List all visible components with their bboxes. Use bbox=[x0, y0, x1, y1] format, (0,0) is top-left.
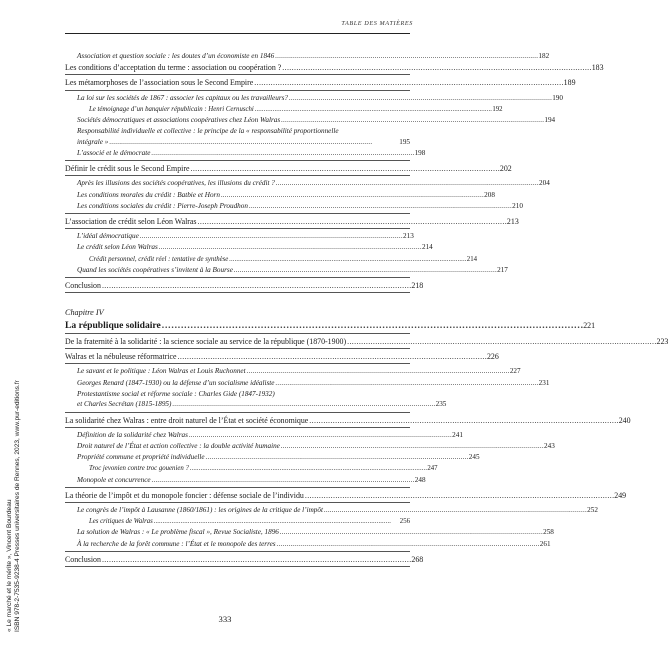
toc-entry-page: 245 bbox=[468, 453, 480, 462]
toc-entry bbox=[65, 430, 463, 441]
toc-entry-title: La théorie de l’impôt et du monopole foncier : défense sociale de l’individu bbox=[65, 490, 304, 500]
toc-entry bbox=[65, 463, 438, 474]
toc-entry bbox=[65, 190, 495, 201]
dot-leader bbox=[101, 554, 410, 565]
toc-entry bbox=[65, 201, 523, 212]
toc-entry bbox=[65, 62, 604, 73]
toc-entry bbox=[65, 475, 426, 486]
separator-rule bbox=[65, 160, 410, 161]
toc-entry-title: Troc jevonien contre troc gouenien ? bbox=[89, 465, 189, 473]
separator-rule bbox=[65, 213, 410, 214]
toc-entry bbox=[65, 242, 433, 253]
toc-entry-title: Propriété commune et propriété individuelle bbox=[77, 453, 205, 462]
toc-entry-title: L’idéal démocratique bbox=[77, 232, 139, 241]
toc-entry-title: De la fraternité à la solidarité : la science sociale au service de la république (1870-1900) bbox=[65, 337, 347, 346]
toc-entry bbox=[65, 366, 521, 377]
toc-entry-page: 195 bbox=[399, 137, 410, 146]
toc-entry-title: Les conditions sociales du crédit : Pierre-Joseph Proudhon bbox=[77, 201, 248, 210]
dot-leader bbox=[220, 190, 483, 201]
toc-entry-title: La loi sur les sociétés de 1867 : associer les capitaux ou les travailleurs? bbox=[77, 93, 289, 102]
dot-leader bbox=[279, 527, 542, 538]
toc-entry-page: 258 bbox=[543, 528, 554, 537]
dot-leader bbox=[101, 280, 410, 291]
separator-rule bbox=[65, 487, 410, 488]
separator-rule bbox=[65, 90, 410, 91]
dot-leader bbox=[280, 115, 543, 126]
toc-entry-page: 217 bbox=[497, 265, 508, 274]
running-head: TABLE DES MATIÈRES bbox=[341, 20, 413, 27]
dot-leader bbox=[246, 366, 509, 377]
dot-leader bbox=[189, 163, 498, 174]
toc-entry-title: Quand les sociétés coopératives s’invitent à la Bourse bbox=[77, 265, 233, 274]
toc-entry-title: Crédit personnel, crédit réel : tentative de synthèse bbox=[89, 255, 229, 263]
chapter-page: 221 bbox=[583, 321, 596, 330]
dot-leader bbox=[158, 242, 421, 253]
toc-entry-page: 261 bbox=[539, 539, 551, 548]
toc-entry-page: 210 bbox=[512, 201, 523, 210]
toc-entry bbox=[65, 415, 631, 426]
toc-entry bbox=[65, 527, 554, 538]
toc-top-section bbox=[65, 51, 604, 295]
separator-rule bbox=[65, 175, 410, 176]
toc-entry bbox=[65, 254, 477, 265]
toc-entry bbox=[65, 554, 424, 565]
toc-entry-page: 223 bbox=[656, 337, 668, 346]
toc-entry bbox=[65, 441, 555, 452]
toc-entry bbox=[65, 280, 424, 291]
toc-entry-title: L’associé et le démocrate bbox=[77, 148, 151, 157]
dot-leader bbox=[274, 51, 537, 62]
toc-entry-page: 249 bbox=[614, 490, 627, 500]
dot-leader bbox=[153, 516, 399, 527]
separator-rule bbox=[65, 427, 410, 428]
toc-bottom-section bbox=[65, 307, 668, 569]
dot-leader bbox=[161, 319, 582, 332]
toc-entry-title: Walras et la nébuleuse réformatrice bbox=[65, 352, 177, 362]
toc-entry-page: 252 bbox=[587, 505, 598, 514]
toc-entry bbox=[65, 104, 503, 115]
header-rule bbox=[65, 33, 410, 34]
separator-rule bbox=[65, 551, 410, 552]
toc-entry-page: 227 bbox=[509, 367, 521, 376]
toc-entry-title: Les conditions morales du crédit : Batbie et Horn bbox=[77, 190, 220, 199]
toc-entry-page: 268 bbox=[411, 554, 424, 564]
toc-entry-page: 235 bbox=[435, 400, 447, 409]
chapter-title-entry bbox=[65, 319, 596, 332]
toc-entry-page: 204 bbox=[539, 179, 550, 188]
toc-entry bbox=[65, 351, 499, 362]
toc-entry-page: 192 bbox=[492, 105, 503, 113]
toc-entry bbox=[65, 539, 551, 550]
toc-entry-page: 183 bbox=[591, 63, 604, 73]
toc-entry bbox=[65, 51, 550, 62]
toc-entry-title: Le crédit selon Léon Walras bbox=[77, 243, 158, 252]
separator-rule bbox=[65, 74, 410, 75]
toc-entry-title: Le savant et le politique : Léon Walras et Louis Ruchonnet bbox=[77, 367, 246, 376]
toc-entry-title: et Charles Secrétan (1815-1895) bbox=[77, 400, 172, 409]
toc-entry-title: Le congrès de l’impôt à Lausanne (1860/1861) : les origines de la critique de l’impôt bbox=[77, 505, 323, 514]
dot-leader bbox=[274, 378, 537, 389]
toc-entry bbox=[65, 115, 556, 126]
dot-leader bbox=[228, 254, 466, 265]
toc-entry-page: 214 bbox=[466, 255, 477, 263]
toc-entry-page: 247 bbox=[427, 465, 438, 473]
separator-rule bbox=[65, 502, 410, 503]
toc-entry-title: Après les illusions des sociétés coopératives, les illusions du crédit ? bbox=[77, 179, 275, 188]
dot-leader bbox=[280, 441, 543, 452]
toc-entry-title: L’association de crédit selon Léon Walras bbox=[65, 216, 197, 226]
toc-entry-page: 214 bbox=[421, 243, 433, 252]
toc-entry-title: intégrale » bbox=[77, 137, 109, 146]
toc-entry bbox=[65, 505, 598, 516]
toc-entry-title: À la recherche de la forêt commune : l’État et le monopole des terres bbox=[77, 539, 276, 548]
toc-entry-title: Sociétés démocratiques et associations coopératives chez Léon Walras bbox=[77, 116, 281, 125]
dot-leader bbox=[151, 475, 414, 486]
toc-entry-title: Définition de la solidarité chez Walras bbox=[77, 430, 188, 439]
side-note-line2: ISBN 978-2-7535-9238-4 Presses universitaires de Rennes, 2023, www.pur-editions.fr bbox=[14, 380, 22, 632]
toc-entry-first-line: Protestantisme social et réforme sociale : Charles Gide (1847-1932) bbox=[77, 389, 275, 398]
toc-entry-title: Georges Renard (1847-1930) ou la défense d’un socialisme idéaliste bbox=[77, 378, 275, 387]
dot-leader bbox=[253, 77, 562, 88]
separator-rule bbox=[65, 566, 410, 567]
toc-entry-title: Les métamorphoses de l’association sous le Second Empire bbox=[65, 78, 254, 88]
toc-bottom-entries bbox=[65, 336, 668, 567]
chapter-title: La république solidaire bbox=[65, 320, 161, 331]
dot-leader bbox=[233, 265, 496, 276]
dot-leader bbox=[108, 137, 398, 148]
dot-leader bbox=[254, 104, 492, 115]
toc-entry-title: Les critiques de Walras bbox=[89, 518, 153, 526]
toc-entry-page: 218 bbox=[411, 280, 424, 290]
toc-entry-page: 208 bbox=[484, 190, 495, 199]
dot-leader bbox=[308, 415, 617, 426]
separator-rule bbox=[65, 412, 410, 413]
chapter-label: Chapitre IV bbox=[65, 308, 104, 317]
toc-entry-page: 231 bbox=[538, 378, 550, 387]
toc-entry-page: 182 bbox=[538, 52, 550, 60]
toc-entry bbox=[65, 93, 563, 104]
page-number: 333 bbox=[218, 614, 232, 624]
separator-rule bbox=[65, 333, 410, 334]
separator-rule bbox=[65, 363, 410, 364]
dot-leader bbox=[248, 201, 511, 212]
dot-leader bbox=[150, 148, 413, 159]
toc-entry-page: 202 bbox=[499, 164, 512, 174]
toc-entry-page: 226 bbox=[486, 352, 499, 362]
toc-entry bbox=[65, 137, 410, 148]
toc-entry-title: Définir le crédit sous le Second Empire bbox=[65, 164, 190, 174]
dot-leader bbox=[323, 505, 586, 516]
dot-leader bbox=[275, 178, 538, 189]
separator-rule bbox=[65, 348, 410, 349]
dot-leader bbox=[177, 351, 486, 362]
toc-entry bbox=[65, 231, 414, 242]
toc-entry-title: Droit naturel de l’État et action collective : la double activité humaine bbox=[77, 441, 280, 450]
toc-entry-page: 194 bbox=[544, 116, 556, 125]
toc-entry-page: 189 bbox=[563, 78, 576, 88]
toc-entry bbox=[65, 516, 410, 527]
side-note-line1: « Le marché et le mérite », Vincent Bourdeau bbox=[6, 499, 13, 632]
dot-leader bbox=[288, 93, 551, 104]
separator-rule bbox=[65, 292, 410, 293]
toc-entry bbox=[65, 452, 480, 463]
toc-entry-title: Conclusion bbox=[65, 280, 101, 290]
dot-leader bbox=[276, 539, 539, 550]
toc-entry bbox=[65, 216, 519, 227]
dot-leader bbox=[171, 399, 434, 410]
toc-entry-page: 198 bbox=[414, 148, 426, 157]
toc-entry-page: 213 bbox=[506, 216, 519, 226]
dot-leader bbox=[189, 463, 427, 474]
toc-entry-page: 241 bbox=[452, 430, 463, 439]
toc-entry-page: 243 bbox=[544, 441, 555, 450]
toc-entry-page: 256 bbox=[399, 518, 410, 526]
dot-leader bbox=[139, 231, 402, 242]
toc-entry bbox=[65, 148, 426, 159]
toc-entry-title: Association et question sociale : les doutes d’un économiste en 1846 bbox=[77, 52, 275, 60]
toc-entry-page: 190 bbox=[552, 93, 563, 102]
dot-leader bbox=[205, 452, 468, 463]
toc-entry bbox=[65, 163, 512, 174]
toc-entry-title: La solution de Walras : « Le problème fiscal », Revue Socialiste, 1896 bbox=[77, 528, 279, 537]
toc-entry bbox=[65, 178, 550, 189]
toc-entry-page: 240 bbox=[618, 415, 631, 425]
dot-leader bbox=[281, 62, 590, 73]
toc-entry bbox=[65, 378, 550, 389]
dot-leader bbox=[346, 336, 655, 347]
toc-entry bbox=[65, 265, 508, 276]
toc-entry bbox=[65, 490, 627, 501]
dot-leader bbox=[188, 430, 451, 441]
toc-entry-title: Les conditions d’acceptation du terme : association ou coopération ? bbox=[65, 63, 282, 73]
toc-entry bbox=[65, 77, 576, 88]
toc-entry-page: 213 bbox=[403, 232, 414, 241]
toc-entry-title: Conclusion bbox=[65, 554, 101, 564]
toc-entry-title: Le témoignage d’un banquier républicain : Henri Cernuschi bbox=[89, 105, 254, 113]
toc-entry-title: Monopole et concurrence bbox=[77, 475, 151, 484]
toc-entry bbox=[65, 399, 447, 410]
toc-entry-title: La solidarité chez Walras : entre droit naturel de l’État et société économique bbox=[65, 415, 309, 425]
dot-leader bbox=[304, 490, 613, 501]
separator-rule bbox=[65, 277, 410, 278]
toc-entry-page: 248 bbox=[414, 475, 426, 484]
toc-entry-first-line: Responsabilité individuelle et collective : le principe de la « responsabilité proportionnelle bbox=[77, 127, 339, 136]
dot-leader bbox=[197, 216, 506, 227]
toc-entry bbox=[65, 336, 668, 347]
side-copyright-note bbox=[6, 380, 23, 632]
separator-rule bbox=[65, 228, 410, 229]
